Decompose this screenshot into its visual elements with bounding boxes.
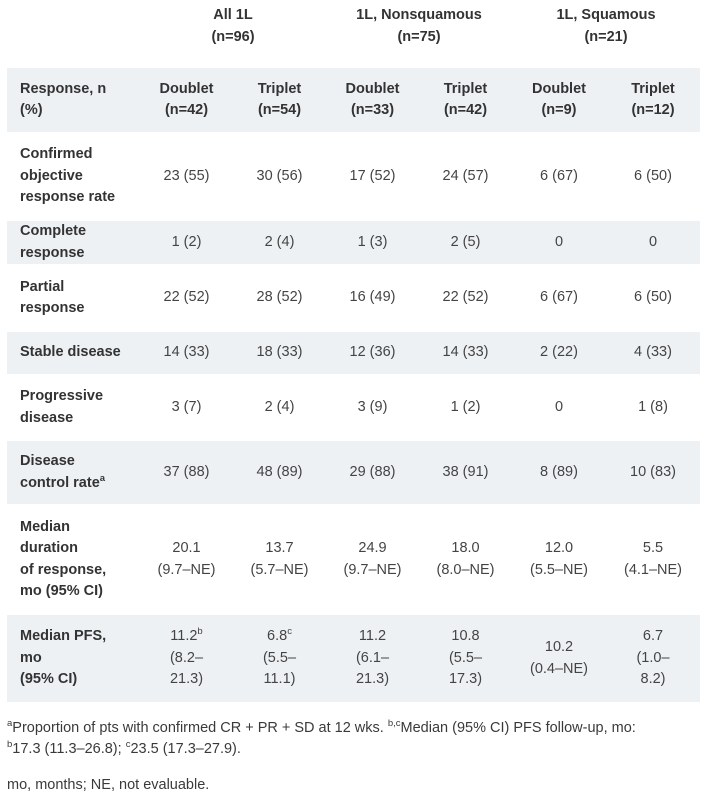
table-cell: 3 (7) <box>140 375 233 440</box>
group-header <box>0 4 716 66</box>
table-cell: 22 (52) <box>140 265 233 331</box>
table-cell: 6 (67) <box>512 265 606 331</box>
table-cell: 11.2 (6.1– 21.3) <box>326 614 419 702</box>
table-cell: 14 (33) <box>140 331 233 375</box>
group-n: (n=75) <box>397 29 441 45</box>
group-1l-squamous <box>512 4 700 48</box>
table-cell: 2 (4) <box>233 375 326 440</box>
table-cell: 5.5 (4.1–NE) <box>606 505 700 614</box>
row-label: Median duration of response, mo (95% CI) <box>7 505 140 614</box>
table-cell: 4 (33) <box>606 331 700 375</box>
table-cell: 12.0 (5.5–NE) <box>512 505 606 614</box>
table-cell: 6.8$^c$ (5.5– 11.1) <box>233 614 326 702</box>
table-cell: 14 (33) <box>419 331 512 375</box>
table-cell: 0 <box>606 220 700 265</box>
table-cell: 38 (91) <box>419 440 512 505</box>
table-cell: 10 (83) <box>606 440 700 505</box>
group-n: (n=21) <box>584 29 628 45</box>
table-cell: 1 (8) <box>606 375 700 440</box>
table-row <box>7 265 700 331</box>
table-cell: 10.8 (5.5– 17.3) <box>419 614 512 702</box>
table-cell: 2 (4) <box>233 220 326 265</box>
table-cell: 2 (22) <box>512 331 606 375</box>
row-label: Partial response <box>7 265 140 331</box>
table-cell: 0 <box>512 220 606 265</box>
row-label: Complete response <box>7 220 140 265</box>
footnote-line-2: $^b$17.3 (11.3–26.8); $^c$23.5 (17.3–27.9). <box>7 739 241 757</box>
table-body <box>7 133 700 702</box>
table-cell: 22 (52) <box>419 265 512 331</box>
table-cell: 48 (89) <box>233 440 326 505</box>
response-table <box>7 68 700 702</box>
group-name: All 1L <box>213 7 253 23</box>
table-cell: 16 (49) <box>326 265 419 331</box>
table-cell: 13.7 (5.7–NE) <box>233 505 326 614</box>
table-cell: 10.2 (0.4–NE) <box>512 614 606 702</box>
table-cell: 11.2$^b$ (8.2– 21.3) <box>140 614 233 702</box>
table-cell: 24.9 (9.7–NE) <box>326 505 419 614</box>
group-1l-nonsquamous <box>326 4 512 48</box>
group-name: 1L, Nonsquamous <box>356 7 482 23</box>
group-all-1l <box>140 4 326 48</box>
row-label: Confirmed objective response rate <box>7 133 140 220</box>
table-cell: 24 (57) <box>419 133 512 220</box>
col-header-sq-triplet: Triplet (n=12) <box>631 80 675 118</box>
col-header-all-doublet: Doublet (n=42) <box>159 80 214 118</box>
footnote-line-1: $^a$Proportion of pts with confirmed CR + PR + SD at 12 wks. $^{b,c}$Median (95% CI) PFS follow-up, mo: <box>7 718 636 736</box>
column-header-row <box>7 68 700 133</box>
table-cell: 20.1 (9.7–NE) <box>140 505 233 614</box>
table-cell: 0 <box>512 375 606 440</box>
row-label: Disease control rate$^a$ <box>7 440 140 505</box>
col-header-all-triplet: Triplet (n=54) <box>257 80 302 118</box>
row-label-header: Response, n (%) <box>20 80 107 118</box>
group-n: (n=96) <box>211 29 255 45</box>
table-cell: 37 (88) <box>140 440 233 505</box>
table-cell: 6 (50) <box>606 133 700 220</box>
table-row <box>7 505 700 614</box>
table-cell: 30 (56) <box>233 133 326 220</box>
table-cell: 28 (52) <box>233 265 326 331</box>
table-cell: 29 (88) <box>326 440 419 505</box>
table-cell: 6 (50) <box>606 265 700 331</box>
table-cell: 6 (67) <box>512 133 606 220</box>
table-cell: 1 (2) <box>140 220 233 265</box>
row-label: Median PFS, mo (95% CI) <box>7 614 140 702</box>
table-cell: 8 (89) <box>512 440 606 505</box>
col-header-nonsq-triplet: Triplet (n=42) <box>443 80 488 118</box>
table-row <box>7 375 700 440</box>
table-cell: 2 (5) <box>419 220 512 265</box>
table-cell: 23 (55) <box>140 133 233 220</box>
table-cell: 18 (33) <box>233 331 326 375</box>
table-cell: 6.7 (1.0– 8.2) <box>606 614 700 702</box>
table-cell: 3 (9) <box>326 375 419 440</box>
table-row <box>7 331 700 375</box>
row-label: Stable disease <box>7 331 140 375</box>
table-row <box>7 614 700 702</box>
table-row <box>7 440 700 505</box>
col-header-nonsq-doublet: Doublet (n=33) <box>345 80 400 118</box>
group-name: 1L, Squamous <box>556 7 656 23</box>
table-row <box>7 133 700 220</box>
table-cell: 12 (36) <box>326 331 419 375</box>
table-cell: 17 (52) <box>326 133 419 220</box>
table-cell: 1 (3) <box>326 220 419 265</box>
table-row <box>7 220 700 265</box>
table-cell: 18.0 (8.0–NE) <box>419 505 512 614</box>
row-label: Progressive disease <box>7 375 140 440</box>
footnote-definitions <box>7 718 707 760</box>
table-cell: 1 (2) <box>419 375 512 440</box>
col-header-sq-doublet: Doublet (n=9) <box>532 80 586 118</box>
footnote-abbreviations: mo, months; NE, not evaluable. <box>7 777 210 793</box>
